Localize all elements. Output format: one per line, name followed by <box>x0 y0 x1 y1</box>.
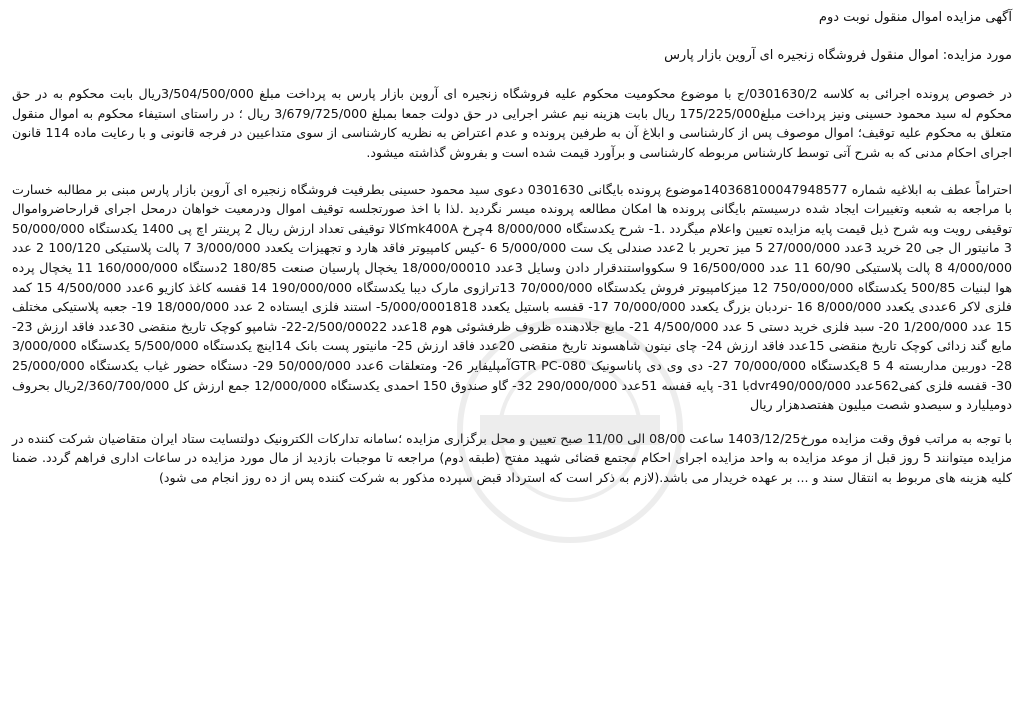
notice-paragraph-items: احتراماً عطف به ابلاغیه شماره 140368100047948577موضوع پرونده بایگانی 0301630 دعوی سید محمود حسینی بطرفیت فروشگاه زنجیره ای آروین بازار پارس مبنی بر مطالبه خسارت با مراجعه به شعبه وتغییرات ایجاد شده درسیستم بایگانی پرونده ها امکان مطالعه پرونده میسر نگردید .لذا با اخذ صورتجلسه توقیف اموال ودرمعیت خواهان درمحل اجرای قرارحاضرواموال توقیفی رویت وبه شرح ذیل قیمت پایه مزایده تعیین واعلام میگردد .1- شرح یکدستگاه 8/000/000 4چرخ mk400Aکالا توقیفی تعداد ارزش ریال 2 پرینتر اچ پی 1400 یکدستگاه 50/000/000 3 مانیتور ال جی 20 خرید 3عدد 27/000/000 5 میز تحریر با 2عدد صندلی یک ست 5/000/000 6 -کیس کامپیوتر فاقد هارد و تجهیزات یکعدد 3/000/000 7 پالت پلاستیکی 100/120 2 عدد 4/000/000 8 پالت پلاستیکی 60/90 11 عدد 16/500/000 9 سکوواستندقرار دادن وسایل 3عدد 18/000/00010 یخچال پارسیان صنعت 180/85 2دستگاه 160/000/000 11 یخچال پرده هوا لبنیات 500/85 یکدستگاه 750/000/000 12 میزکامپیوتر فروش یکدستگاه 70/000/000 13ترازوی مارک دیبا یکدستگاه 190/000/000 14 قفسه کاغذ کازیو 6عدد 4/500/000 15 کمد فلزی لاکر 6عددی یکعدد 8/000/000 16 -نردبان بزرگ یکعدد 70/000/000 17- قفسه باستیل یکعدد 5/000/0001818- استند فلزی ایستاده 2 عدد 18/000/000 19- جعبه پلاستیکی مختلف 15 عدد 1/200/000 20- سبد فلزی خرید دستی 5 عدد 4/500/000 21- مایع جلادهنده ظروف ظرفشوئی هوم 18عدد 2/500/00022-22- شامپو کوچک تاریخ منقضی 30عدد فاقد ارزش 23- مایع گند زدائی کوچک تاریخ منقضی 15عدد فاقد ارزش 24- چای نیتون شاهسوند تاریخ منقضی 20عدد فاقد ارزش 25- مانیتور پست بانک 14اینچ یکدستگاه 5/500/000 یکدستگاه 3/000/000 28- دوربین مداربسته 4 5 8یکدستگاه 70/000/000 27- دی وی دی پاناسونیک GTR PC-080آمپلیفایر 26- ومتعلقات 6عدد 50/000/000 29- دستگاه حضور غیاب یکدستگاه 25/000/000 30- قفسه فلزی کفی562عدد dvr490/000/000با 31- پایه قفسه 51عدد 290/000/000 32- گاو صندوق 150 احمدی یکدستگاه 12/000/000 جمع ارزش کل 2/360/700/000ریال بحروف دومیلیارد و سیصدو شصت میلیون هفتصدهزار ریال <box>12 181 1013 413</box>
notice-title: آگهی مزایده اموال منقول نوبت دوم <box>818 10 1012 25</box>
notice-paragraph-case: در خصوص پرونده اجرائی به کلاسه 0301630/2/ج با موضوع محکومیت محکوم علیه فروشگاه زنجیره ای آروین بازار پارس به پرداخت مبلغ 3/504/500/000ریال بابت محکوم به در حق محکوم له سید محمود حسینی ونیز پرداخت مبلغ175/225/000 ریال بابت هزینه نیم عشر اجرایی در حق دولت جمعا بمبلغ 3/679/725/000 ریال ؛ در راستای استیفاء محکوم به اموال منقول متعلق به محکوم علیه توقیف؛ اموال موصوف پس از کارشناسی و ابلاغ آن به طرفین پرونده و عدم اعتراض به نظریه کارشناسی از سوی متداعیین در فرجه قانونی و با رعایت ماده 114 قانون اجرای احکام مدنی که به شرح آتی توسط کارشناس مربوطه کارشناسی و برآورد قیمت شده است و بفروش گذاشته میشود. <box>12 86 1013 160</box>
notice-paragraph-schedule: با توجه به مراتب فوق وقت مزایده مورخ1403/12/25 ساعت 08/00 الی 11/00 صبح تعیین و محل برگزاری مزایده ؛سامانه تدارکات الکترونیک دولتسایت ستاد ایران متقاضیان شرکت کننده در مزایده میتوانند 5 روز قبل از موعد مزایده به واحد مزایده اجرای احکام مجتمع قضائی شهید مفتح (طبقه دوم) مراجعه تا موجبات بازدید از مال مورد مزایده در ساعات اداری فراهم گردد. ضمنا کلیه هزینه های مربوط به انتقال سند و ... بر عهده خریدار می باشد.(لازم به ذکر است که استرداد قبض سپرده مذکور به شرکت کننده پس از ده روز انجام می شود) <box>12 430 1012 485</box>
notice-subject: مورد مزایده: اموال منقول فروشگاه زنجیره ای آروین بازار پارس <box>664 47 1012 63</box>
